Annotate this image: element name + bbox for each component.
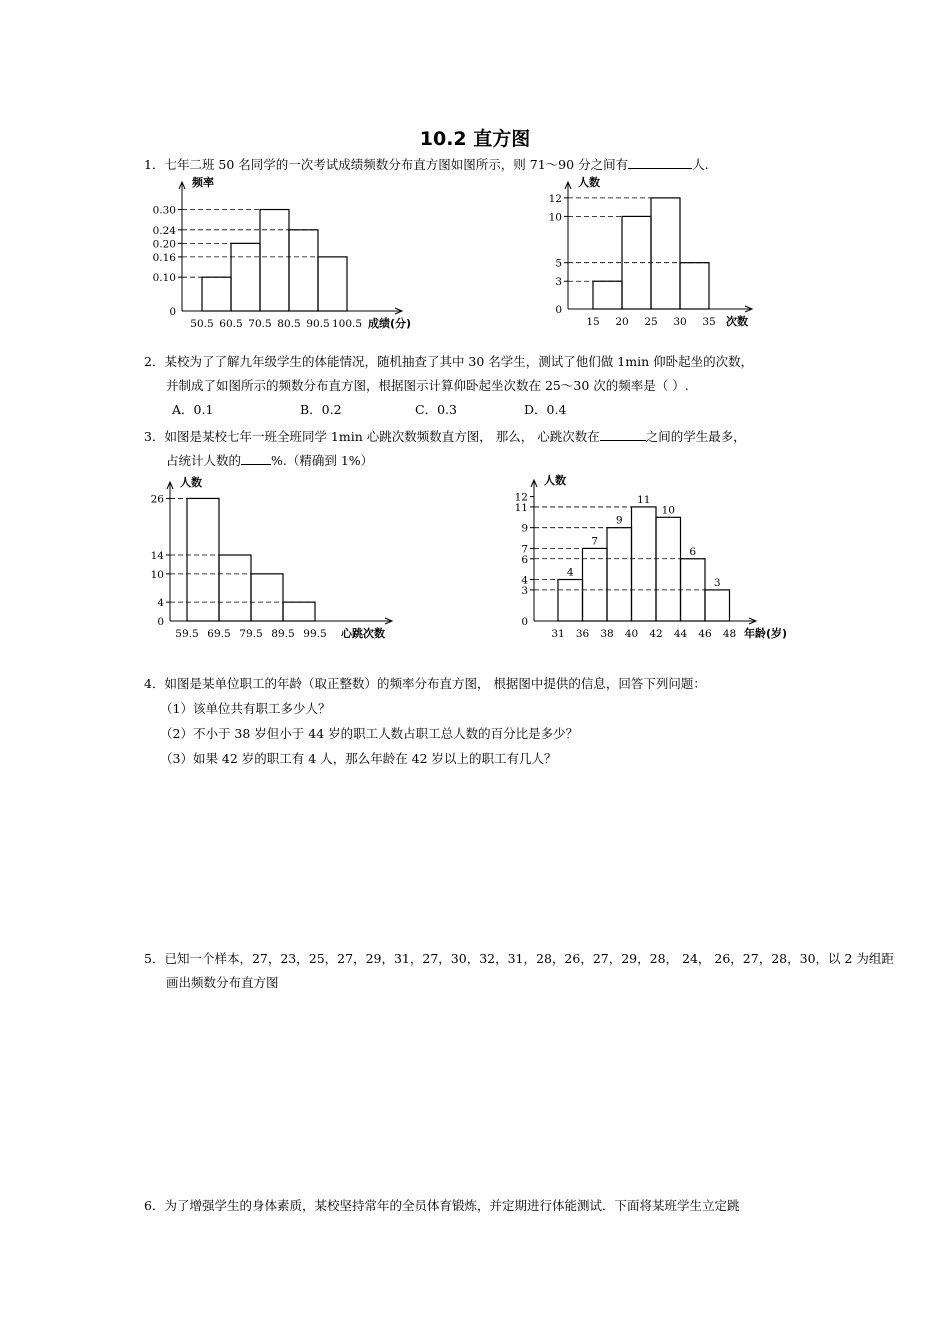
y-tick-label: 4 xyxy=(521,574,528,587)
question-2-line-2: 并制成了如图所示的频数分布直方图，根据图示计算仰卧起坐次数在 25～30 次的频率是（ ）. xyxy=(166,378,689,393)
question-1 xyxy=(144,156,709,173)
x-axis-title: 成绩(分) xyxy=(368,317,412,330)
y-tick-label: 7 xyxy=(521,543,528,556)
x-axis-title: 年龄(岁) xyxy=(744,627,788,640)
q1-text: 1．七年二班 50 名同学的一次考试成绩频数分布直方图如图所示，则 71～90 分之间有 xyxy=(144,157,629,172)
y-tick-label: 10 xyxy=(548,211,562,224)
y-tick-label: 5 xyxy=(555,257,562,270)
chart-score-frequency xyxy=(140,176,440,336)
question-4-sub-1: （1）该单位共有职工多少人？ xyxy=(160,701,331,716)
histogram-bar xyxy=(583,548,608,621)
x-tick-label: 38 xyxy=(600,628,614,640)
y-tick-label: 0 xyxy=(157,616,164,628)
x-tick-label: 89.5 xyxy=(271,628,295,640)
q3-answer-blank-1[interactable] xyxy=(600,428,646,441)
x-tick-label: 44 xyxy=(673,628,688,640)
x-tick-label: 59.5 xyxy=(175,628,199,640)
q3-text-2: 占统计人数的 xyxy=(166,453,242,468)
y-tick-label: 0.24 xyxy=(152,224,176,237)
y-tick-label: 12 xyxy=(548,192,562,205)
x-tick-label: 40 xyxy=(624,628,639,640)
x-tick-label: 35 xyxy=(702,316,716,328)
x-tick-label: 69.5 xyxy=(207,628,231,640)
x-axis-title: 心跳次数 xyxy=(341,627,385,640)
y-tick-label: 11 xyxy=(514,501,528,514)
x-tick-label: 50.5 xyxy=(190,318,214,330)
x-tick-label: 100.5 xyxy=(331,318,363,330)
question-3-line-2 xyxy=(166,452,373,469)
x-tick-label: 48 xyxy=(722,628,737,640)
q3-text: 3．如图是某校七年一班全班同学 1min 心跳次数频数直方图， 那么， 心跳次数在 xyxy=(144,429,600,444)
x-tick-label: 70.5 xyxy=(248,318,272,330)
x-tick-label: 60.5 xyxy=(219,318,243,330)
y-axis-title: 人数 xyxy=(544,474,566,487)
y-tick-label: 0.20 xyxy=(152,238,176,251)
histogram-bar xyxy=(289,230,318,311)
x-tick-label: 36 xyxy=(575,628,590,640)
chart-employee-age xyxy=(500,472,820,648)
bar-value-label: 7 xyxy=(591,535,599,548)
q2-option-c[interactable]: C．0.3 xyxy=(415,402,457,417)
q3-text-2-end: %.（精确到 1%） xyxy=(271,453,374,468)
chart-heartbeat-count xyxy=(140,476,420,650)
y-tick-label: 10 xyxy=(150,568,164,581)
y-tick-label: 3 xyxy=(521,584,528,597)
question-6-line-1: 6．为了增强学生的身体素质，某校坚持常年的全员体育锻炼，并定期进行体能测试．下面将某班学生立定跳 xyxy=(144,1198,740,1213)
question-4-sub-2: （2）不小于 38 岁但小于 44 岁的职工人数占职工总人数的百分比是多少？ xyxy=(160,726,579,741)
question-3-line-1 xyxy=(144,428,746,445)
y-tick-label: 12 xyxy=(514,491,528,504)
histogram-bar xyxy=(651,198,680,309)
histogram-bar xyxy=(251,574,283,621)
q2-option-a[interactable]: A．0.1 xyxy=(172,402,214,417)
question-4-sub-3: （3）如果 42 岁的职工有 4 人，那么年龄在 42 岁以上的职工有几人？ xyxy=(160,751,557,766)
chart-situp-count xyxy=(540,176,780,336)
y-tick-label: 4 xyxy=(157,597,164,610)
question-4-stem: 4．如图是某单位职工的年龄（取正整数）的频率分布直方图， 根据图中提供的信息，回答下列问题： xyxy=(144,676,706,691)
bar-value-label: 4 xyxy=(566,566,574,579)
histogram-bar xyxy=(202,277,231,311)
q1-answer-blank[interactable] xyxy=(628,156,692,169)
q2-option-d[interactable]: D．0.4 xyxy=(524,402,567,417)
y-axis-title: 人数 xyxy=(180,476,202,489)
q3-answer-blank-2[interactable] xyxy=(241,452,271,465)
x-tick-label: 99.5 xyxy=(303,628,327,640)
histogram-bar xyxy=(260,210,289,311)
y-tick-label: 0.10 xyxy=(152,272,176,285)
q1-text-end: 人. xyxy=(692,157,709,172)
y-axis-title: 人数 xyxy=(578,176,600,189)
y-tick-label: 6 xyxy=(521,553,528,566)
histogram-bar xyxy=(318,257,347,311)
bar-value-label: 10 xyxy=(661,504,675,517)
x-tick-label: 46 xyxy=(698,628,712,640)
x-axis-title: 次数 xyxy=(726,315,748,328)
x-tick-label: 20 xyxy=(615,316,629,328)
y-tick-label: 0 xyxy=(555,304,562,316)
y-tick-label: 0 xyxy=(169,306,176,318)
x-tick-label: 15 xyxy=(586,316,600,328)
y-tick-label: 26 xyxy=(150,493,164,506)
x-tick-label: 79.5 xyxy=(239,628,263,640)
histogram-bar xyxy=(680,263,709,309)
histogram-bar xyxy=(593,281,622,309)
x-tick-label: 42 xyxy=(649,628,663,640)
x-tick-label: 30 xyxy=(673,316,687,328)
y-tick-label: 14 xyxy=(150,550,164,562)
bar-value-label: 6 xyxy=(689,545,697,558)
x-tick-label: 31 xyxy=(551,628,565,640)
x-tick-label: 25 xyxy=(644,316,658,328)
histogram-bar xyxy=(656,517,681,621)
histogram-bar xyxy=(632,507,657,621)
y-tick-label: 3 xyxy=(555,276,562,289)
y-tick-label: 9 xyxy=(521,522,528,535)
histogram-bar xyxy=(219,555,251,621)
q3-text-mid: 之间的学生最多， xyxy=(645,429,746,444)
bar-value-label: 3 xyxy=(713,576,721,589)
bar-value-label: 9 xyxy=(615,514,623,527)
histogram-bar xyxy=(187,498,219,621)
y-tick-label: 0 xyxy=(521,616,528,628)
question-5-line-2: 画出频数分布直方图 xyxy=(166,975,279,990)
histogram-bar xyxy=(607,528,632,621)
histogram-bar xyxy=(705,590,730,621)
x-tick-label: 90.5 xyxy=(306,318,330,330)
histogram-bar xyxy=(231,243,260,311)
y-tick-label: 0.16 xyxy=(152,251,176,264)
question-5-line-1: 5．已知一个样本，27，23，25，27，29，31，27，30，32，31，28，26，27，29，28， 24， 26，27，28，30，以 2 为组距 xyxy=(144,951,894,966)
histogram-bar xyxy=(283,602,315,621)
y-axis-title: 频率 xyxy=(192,176,214,189)
x-tick-label: 80.5 xyxy=(277,318,301,330)
y-tick-label: 0.30 xyxy=(152,204,176,217)
histogram-bar xyxy=(681,559,706,621)
q2-option-b[interactable]: B．0.2 xyxy=(300,402,342,417)
page-title: 10.2 直方图 xyxy=(419,128,531,150)
question-2-line-1: 2．某校为了了解九年级学生的体能情况，随机抽查了其中 30 名学生，测试了他们做 1min 仰卧起坐的次数， xyxy=(144,354,754,369)
histogram-bar xyxy=(558,580,583,621)
bar-value-label: 11 xyxy=(637,493,651,506)
